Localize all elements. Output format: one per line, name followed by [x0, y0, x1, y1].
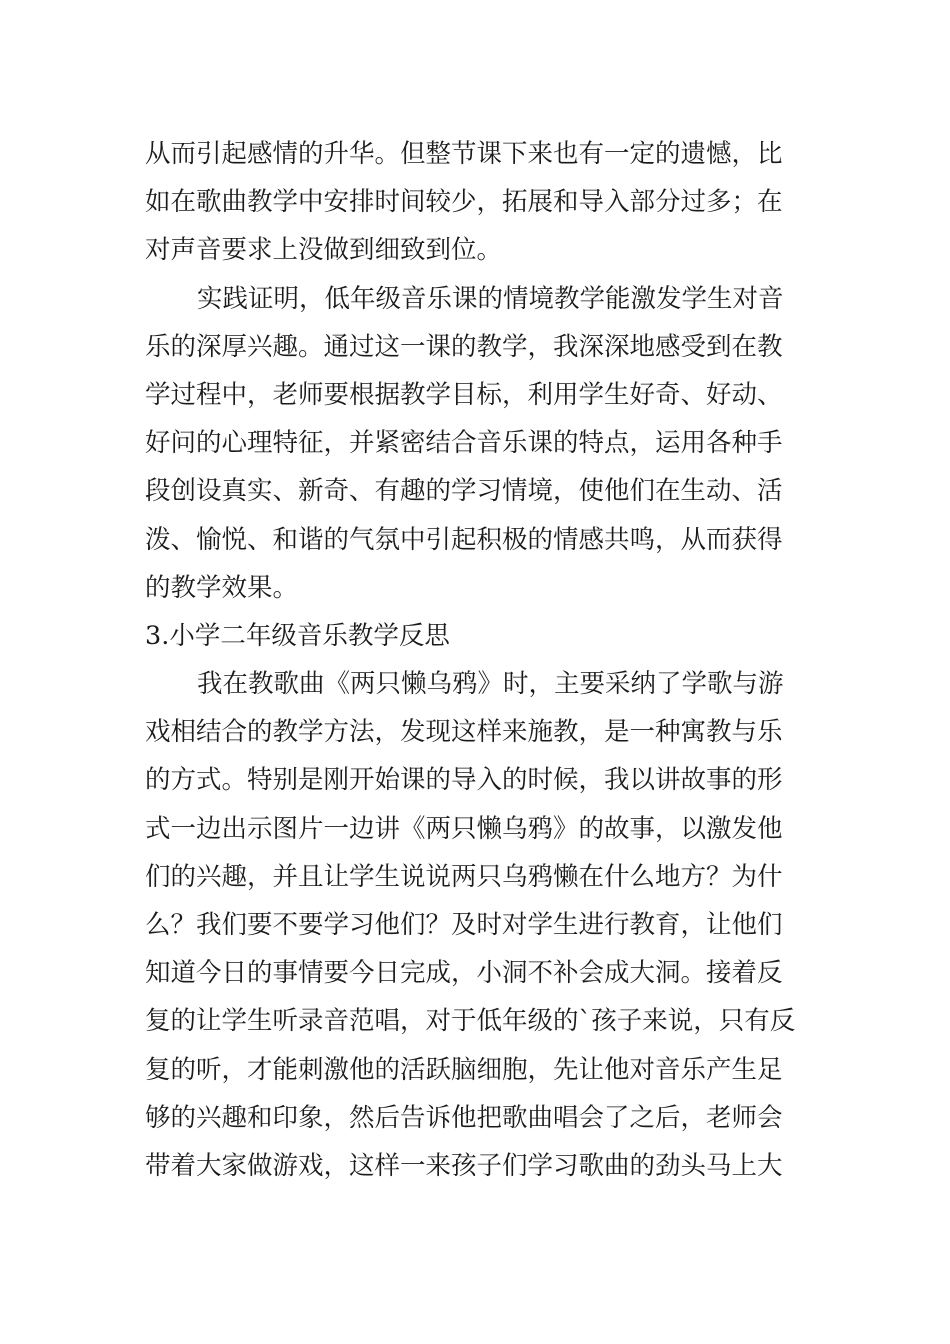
text-line: 的方式。特别是刚开始课的导入的时候，我以讲故事的形 [145, 765, 783, 796]
text-line: 带着大家做游戏，这样一来孩子们学习歌曲的劲头马上大 [145, 1150, 783, 1181]
text-line: 知道今日的事情要今日完成，小洞不补会成大洞。接着反 [145, 958, 783, 989]
text-line: 学过程中，老师要根据教学目标，利用学生好奇、好动、 [145, 379, 783, 410]
text-line: 们的兴趣，并且让学生说说两只乌鸦懒在什么地方？为什 [145, 861, 783, 892]
text-line: 乐的深厚兴趣。通过这一课的教学，我深深地感受到在教 [145, 331, 783, 362]
paragraph-2 [145, 275, 815, 612]
text-line: 式一边出示图片一边讲《两只懒乌鸦》的故事，以激发他 [145, 813, 783, 844]
text-line: 如在歌曲教学中安排时间较少，拓展和导入部分过多；在 [145, 187, 783, 218]
paragraph-3 [145, 660, 815, 1190]
text-line: 从而引起感情的升华。但整节课下来也有一定的遗憾，比 [145, 139, 783, 169]
text-line: 对声音要求上没做到细致到位。 [145, 235, 503, 266]
paragraph-1 [145, 130, 815, 275]
text-line: 泼、愉悦、和谐的气氛中引起积极的情感共鸣，从而获得 [145, 524, 783, 555]
text-line: 好问的心理特征，并紧密结合音乐课的特点，运用各种手 [145, 428, 783, 459]
text-line: 的教学效果。 [145, 572, 299, 603]
text-line: 戏相结合的教学方法，发现这样来施教，是一种寓教与乐 [145, 717, 783, 748]
document-body [145, 130, 815, 1190]
text-line: 实践证明，低年级音乐课的情境教学能激发学生对音 [197, 283, 784, 314]
text-line: 复的听，才能刺激他的活跃脑细胞，先让他对音乐产生足 [145, 1054, 783, 1085]
text-line: 么？我们要不要学习他们？及时对学生进行教育，让他们 [145, 910, 783, 940]
text-line: 够的兴趣和印象，然后告诉他把歌曲唱会了之后，老师会 [145, 1102, 783, 1133]
text-line: 我在教歌曲《两只懒乌鸦》时，主要采纳了学歌与游 [197, 669, 784, 700]
section-heading: 3.小学二年级音乐教学反思 [145, 620, 450, 651]
text-line: 复的让学生听录音范唱，对于低年级的`孩子来说，只有反 [145, 1006, 796, 1037]
text-line: 段创设真实、新奇、有趣的学习情境，使他们在生动、活 [145, 476, 783, 507]
